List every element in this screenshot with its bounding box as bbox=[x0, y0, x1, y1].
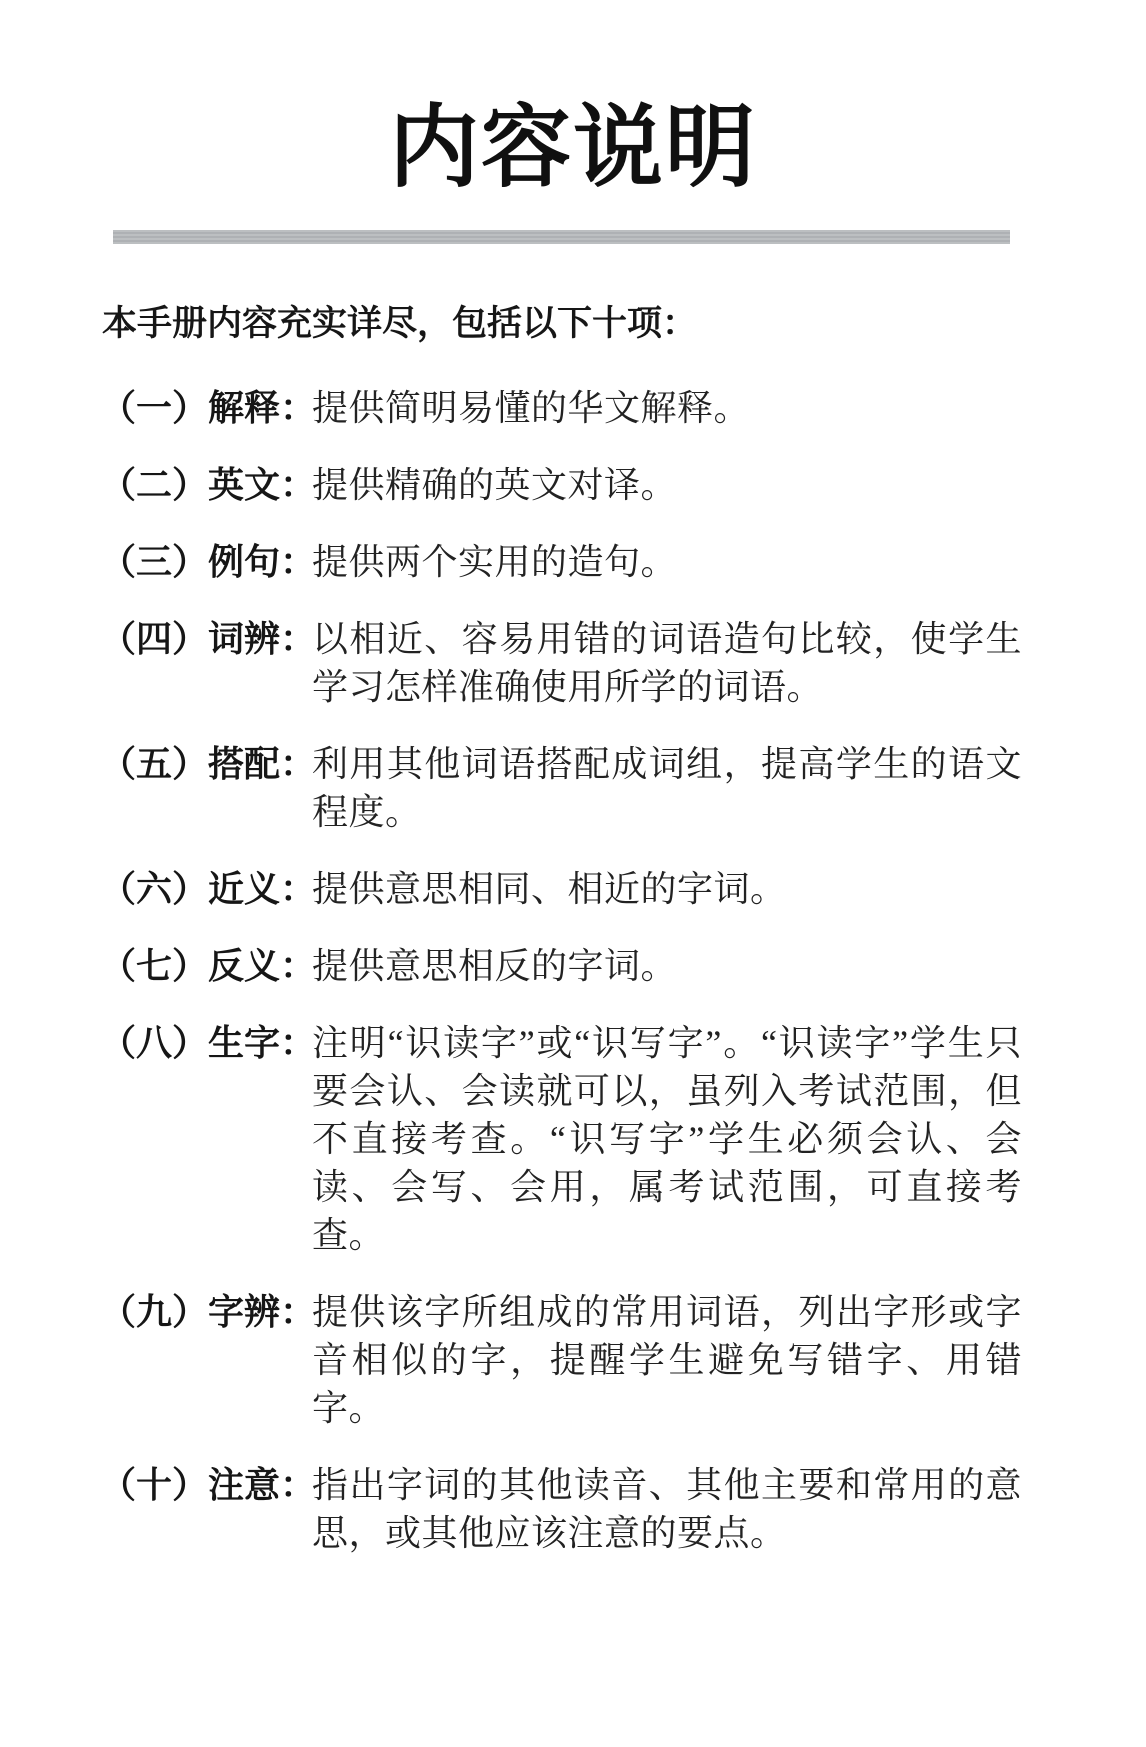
list-item bbox=[100, 461, 1046, 509]
item-label: （二）英文： bbox=[100, 464, 317, 506]
item-description: 指出字词的其他读音、其他主要和常用的意思，或其他应该注意的要点。 bbox=[312, 1465, 1022, 1554]
item-label: （五）搭配： bbox=[100, 743, 317, 785]
title-divider bbox=[113, 230, 1010, 244]
item-label: （九）字辨： bbox=[100, 1291, 317, 1333]
page-title: 内容说明 bbox=[389, 98, 757, 198]
item-label: （一）解释： bbox=[100, 387, 317, 429]
list-item bbox=[100, 740, 1046, 836]
item-description: 提供意思相反的字词。 bbox=[312, 946, 678, 987]
list-item bbox=[100, 1461, 1046, 1557]
list-item bbox=[100, 384, 1046, 432]
item-label: （三）例句： bbox=[100, 541, 317, 583]
item-description: 提供该字所组成的常用词语，列出字形或字音相似的字，提醒学生避免写错字、用错字。 bbox=[312, 1292, 1022, 1429]
list-item bbox=[100, 865, 1046, 913]
item-description: 注明“识读字”或“识写字”。“识读字”学生只要会认、会读就可以，虽列入考试范围，但不直接考查。“识写字”学生必须会认、会读、会写、会用，属考试范围，可直接考查。 bbox=[312, 1023, 1022, 1256]
item-description: 提供精确的英文对译。 bbox=[312, 465, 678, 506]
document-page bbox=[0, 96, 1146, 1747]
item-description: 提供简明易懂的华文解释。 bbox=[312, 388, 751, 429]
list-item bbox=[100, 1288, 1046, 1432]
item-description: 以相近、容易用错的词语造句比较，使学生学习怎样准确使用所学的词语。 bbox=[312, 619, 1022, 708]
list-item bbox=[100, 942, 1046, 990]
list-item bbox=[100, 615, 1046, 711]
intro-text: 本手册内容充实详尽，包括以下十项： bbox=[102, 304, 698, 344]
item-label: （十）注意： bbox=[100, 1464, 317, 1506]
item-label: （四）词辨： bbox=[100, 618, 317, 660]
item-label: （七）反义： bbox=[100, 945, 317, 987]
item-description: 提供两个实用的造句。 bbox=[312, 542, 678, 583]
item-label: （八）生字： bbox=[100, 1022, 317, 1064]
items-list bbox=[100, 384, 1046, 1557]
item-label: （六）近义： bbox=[100, 868, 317, 910]
list-item bbox=[100, 538, 1046, 586]
item-description: 提供意思相同、相近的字词。 bbox=[312, 869, 787, 910]
item-description: 利用其他词语搭配成词组，提高学生的语文程度。 bbox=[312, 744, 1022, 833]
list-item bbox=[100, 1019, 1046, 1259]
